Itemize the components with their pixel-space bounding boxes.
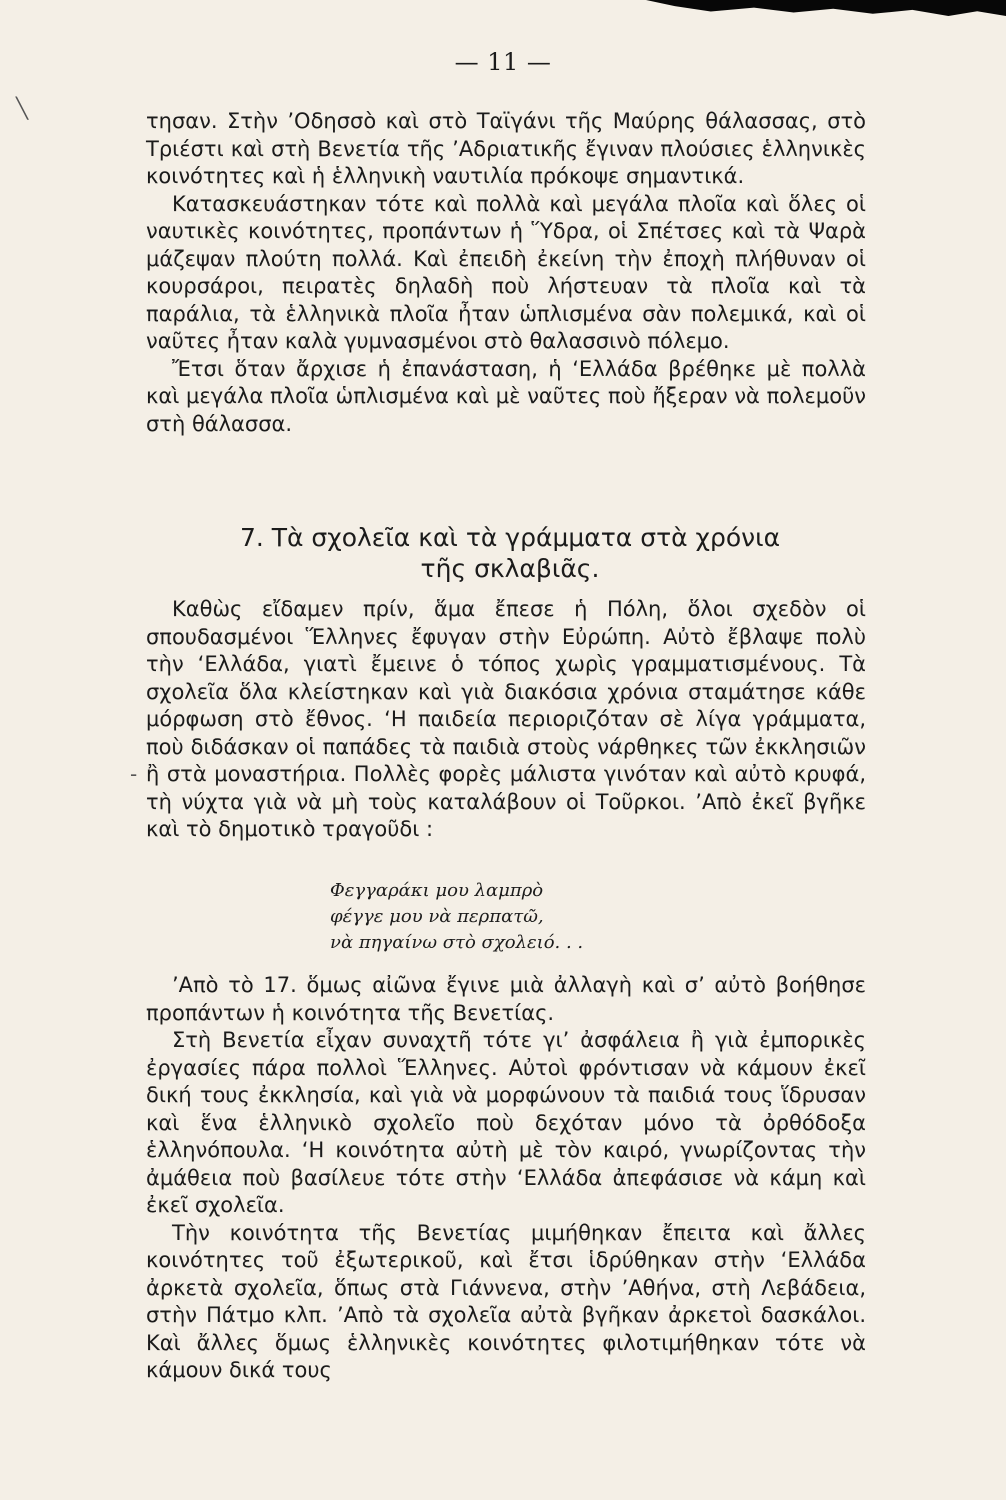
- poem-line-2: φέγγε μου νὰ περπατῶ,: [330, 906, 544, 927]
- paragraph-ships: Κατασκευάστηκαν τότε καὶ πολλὰ καὶ μεγάλα πλοῖα καὶ ὅλες οἱ ναυτικὲς κοινότητες, προπάντων ἡ Ὕδρα, οἱ Σπέτσες καὶ τὰ Ψαρὰ μάζεψαν πλούτη πολλά. Καὶ ἐπειδὴ ἐκείνη τὴν ἐποχὴ πλήθυναν οἱ κουρσάροι, πειρατὲς δηλαδὴ ποὺ λήστευαν τὰ πλοῖα καὶ τὰ παράλια, τὰ ἑλληνικὰ πλοῖα ἦταν ὡπλισμένα σὰν πολεμικά, καὶ οἱ ναῦτες ἦταν καλὰ γυμνασμένοι στὸ θαλασσινὸ πόλεμο.: [146, 191, 866, 353]
- section-paragraph-3: Στὴ Βενετία εἶχαν συναχτῆ τότε γι’ ἀσφάλεια ἢ γιὰ ἐμπορικὲς ἐργασίες πάρα πολλοὶ Ἕλληνες. Αὐτοὶ φρόντισαν νὰ κάμουν ἐκεῖ δική τους ἐκκλησία, καὶ γιὰ νὰ μορφώνουν τὰ παιδιά τους ἵδρυσαν καὶ ἕνα ἑλληνικὸ σχολεῖο ποὺ δεχόταν μόνο τὰ ὀρθόδοξα ἑλληνόπουλα. ‘Η κοινότητα αὐτὴ μὲ τὸν καιρό, γνωρίζοντας τὴν ἀμάθεια ποὺ βασίλευε τότε στὴν ‘Ελλάδα ἀπεφάσισε νὰ κάμη καὶ ἐκεῖ σχολεῖα.: [146, 1028, 866, 1217]
- poem-line-1: Φεγγαράκι μου λαμπρὸ: [330, 880, 544, 901]
- folk-song-poem: [330, 878, 690, 956]
- section-heading-line-2: τῆς σκλαβιᾶς.: [420, 554, 600, 583]
- section-heading: [200, 522, 820, 584]
- page-number: — 11 —: [454, 48, 552, 76]
- poem-line-3: νὰ πηγαίνω στὸ σχολειό. . .: [330, 932, 584, 953]
- paragraph-revolution: Ἔτσι ὅταν ἄρχισε ἡ ἐπανάσταση, ἡ ‘Ελλάδα βρέθηκε μὲ πολλὰ καὶ μεγάλα πλοῖα ὡπλισμένα καὶ μὲ ναῦτες ποὺ ἤξεραν νὰ πολεμοῦν στὴ θάλασσα.: [146, 356, 866, 436]
- intro-text: [146, 108, 866, 438]
- paragraph-continuation: τησαν. Στὴν ’Οδησσὸ καὶ στὸ Ταϊγάνι τῆς Μαύρης θάλασσας, στὸ Τριέστι καὶ στὴ Βενετία τῆς ’Αδριατικῆς ἔγιναν πλούσιες ἑλληνικὲς κοινότητες καὶ ἡ ἑλληνικὴ ναυτιλία πρόκοψε σημαντικά.: [146, 109, 866, 188]
- margin-mark-top: ╲: [16, 96, 29, 120]
- margin-mark-middle: -: [130, 762, 138, 786]
- section-paragraph-1-block: [146, 596, 866, 844]
- section-paragraph-1: Καθὼς εἴδαμεν πρίν, ἅμα ἔπεσε ἡ Πόλη, ὅλοι σχεδὸν οἱ σπουδασμένοι Ἕλληνες ἔφυγαν στὴν Εὐρώπη. Αὐτὸ ἔβλαψε πολὺ τὴν ‘Ελλάδα, γιατὶ ἔμεινε ὁ τόπος χωρὶς γραμματισμένους. Τὰ σχολεῖα ὅλα κλείστηκαν καὶ γιὰ διακόσια χρόνια σταμάτησε κάθε μόρφωση στὸ ἔθνος. ‘Η παιδεία περιοριζόταν σὲ λίγα γράμματα, ποὺ διδάσκαν οἱ παπάδες τὰ παιδιὰ στοὺς νάρθηκες τῶν ἐκκλησιῶν ἢ στὰ μοναστήρια. Πολλὲς φορὲς μάλιστα γινόταν καὶ αὐτὸ κρυφά, τὴ νύχτα γιὰ νὰ μὴ τοὺς καταλάβουν οἱ Τοῦρκοι. ’Απὸ ἐκεῖ βγῆκε καὶ τὸ δημοτικὸ τραγοῦδι :: [146, 597, 866, 841]
- section-remaining-text: [146, 972, 866, 1385]
- torn-paper-edge: [646, 0, 1006, 16]
- section-paragraph-4: Τὴν κοινότητα τῆς Βενετίας μιμήθηκαν ἔπειτα καὶ ἄλλες κοινότητες τοῦ ἐξωτερικοῦ, καὶ ἔτσι ἱδρύθηκαν στὴν ‘Ελλάδα ἀρκετὰ σχολεῖα, ὅπως στὰ Γιάννενα, στὴν ’Αθήνα, στὴ Λεβάδεια, στὴν Πάτμο κλπ. ’Απὸ τὰ σχολεῖα αὐτὰ βγῆκαν ἀρκετοὶ δασκάλοι. Καὶ ἄλλες ὅμως ἑλληνικὲς κοινότητες φιλοτιμήθηκαν τότε νὰ κάμουν δικά τους: [146, 1220, 866, 1382]
- section-paragraph-2: ’Απὸ τὸ 17. ὅμως αἰῶνα ἔγινε μιὰ ἀλλαγὴ καὶ σ’ αὐτὸ βοήθησε προπάντων ἡ κοινότητα τῆς Βενετίας.: [146, 973, 866, 1025]
- section-heading-line-1: 7. Τὰ σχολεῖα καὶ τὰ γράμματα στὰ χρόνια: [239, 523, 781, 552]
